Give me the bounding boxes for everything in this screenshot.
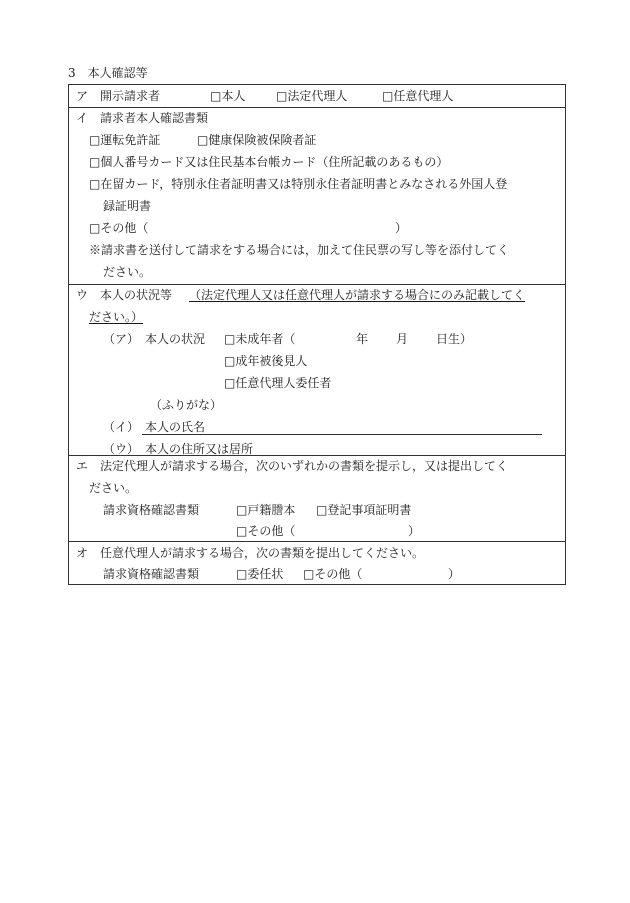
requester-label: ア 開示請求者	[76, 89, 161, 103]
minor-checkbox[interactable]: □未成年者（	[224, 332, 296, 346]
voluntary-agent-other-checkbox[interactable]: □その他（	[303, 567, 363, 581]
legal-agent-docs-label: エ 法定代理人が請求する場合，次のいずれかの書類を提示し，又は提出してく	[76, 459, 509, 473]
requester-self-checkbox[interactable]: □本人	[210, 89, 246, 103]
birth-month-label: 月	[396, 332, 409, 346]
person-status-label: ウ 本人の状況等	[76, 288, 173, 302]
registry-certificate-checkbox[interactable]: □登記事項証明書	[316, 503, 412, 517]
legal-agent-qualification-label: 請求資格確認書類	[103, 503, 200, 517]
furigana-label: （ふりがな）	[150, 398, 223, 412]
row-divider	[68, 284, 566, 285]
residence-card-continued: 録証明書	[103, 199, 152, 213]
id-other-checkbox[interactable]: □その他（	[89, 221, 149, 235]
adult-ward-checkbox[interactable]: □成年被後見人	[224, 354, 308, 368]
voluntary-agent-qualification-label: 請求資格確認書類	[103, 567, 200, 581]
person-status-note: （法定代理人又は任意代理人が請求する場合にのみ記載してく	[189, 288, 526, 302]
legal-agent-docs-label-continued: ださい。	[89, 481, 138, 495]
status-label: （ア） 本人の状況	[103, 332, 206, 346]
birth-year-label: 年	[356, 332, 369, 346]
requester-voluntary-agent-checkbox[interactable]: □任意代理人	[382, 89, 454, 103]
voluntary-agent-docs-label: オ 任意代理人が請求する場合，次の書類を提出してください。	[76, 546, 425, 560]
legal-agent-other-close: ）	[408, 524, 421, 538]
address-field[interactable]	[142, 455, 542, 456]
power-of-attorney-checkbox[interactable]: □委任状	[236, 567, 284, 581]
drivers-license-checkbox[interactable]: □運転免許証	[89, 133, 161, 147]
birth-day-label: 日生）	[436, 332, 473, 346]
legal-agent-other-checkbox[interactable]: □その他（	[236, 524, 296, 538]
id-other-close: ）	[395, 221, 408, 235]
my-number-card-checkbox[interactable]: □個人番号カード又は住民基本台帳カード（住所記載のあるもの）	[89, 155, 449, 169]
family-register-checkbox[interactable]: □戸籍謄本	[236, 503, 296, 517]
section-title: 3 本人確認等	[68, 66, 148, 80]
residence-card-checkbox[interactable]: □在留カード，特別永住者証明書又は特別永住者証明書とみなされる外国人登	[89, 177, 508, 191]
health-insurance-checkbox[interactable]: □健康保険被保険者証	[197, 133, 317, 147]
row-divider	[68, 541, 566, 542]
address-label: （ウ） 本人の住所又は居所	[103, 442, 254, 456]
principal-checkbox[interactable]: □任意代理人委任者	[224, 376, 332, 390]
voluntary-agent-other-close: ）	[448, 567, 461, 581]
name-label: （イ） 本人の氏名	[103, 420, 206, 434]
id-documents-label: イ 請求者本人確認書類	[76, 111, 209, 125]
person-status-note-continued: ださい。）	[89, 310, 144, 324]
mail-request-note: ※請求書を送付して請求をする場合には，加えて住民票の写し等を添付してく	[89, 243, 510, 257]
name-field[interactable]	[142, 434, 542, 435]
row-divider	[68, 107, 566, 108]
requester-legal-agent-checkbox[interactable]: □法定代理人	[276, 89, 348, 103]
mail-request-note-continued: ださい。	[103, 265, 152, 279]
